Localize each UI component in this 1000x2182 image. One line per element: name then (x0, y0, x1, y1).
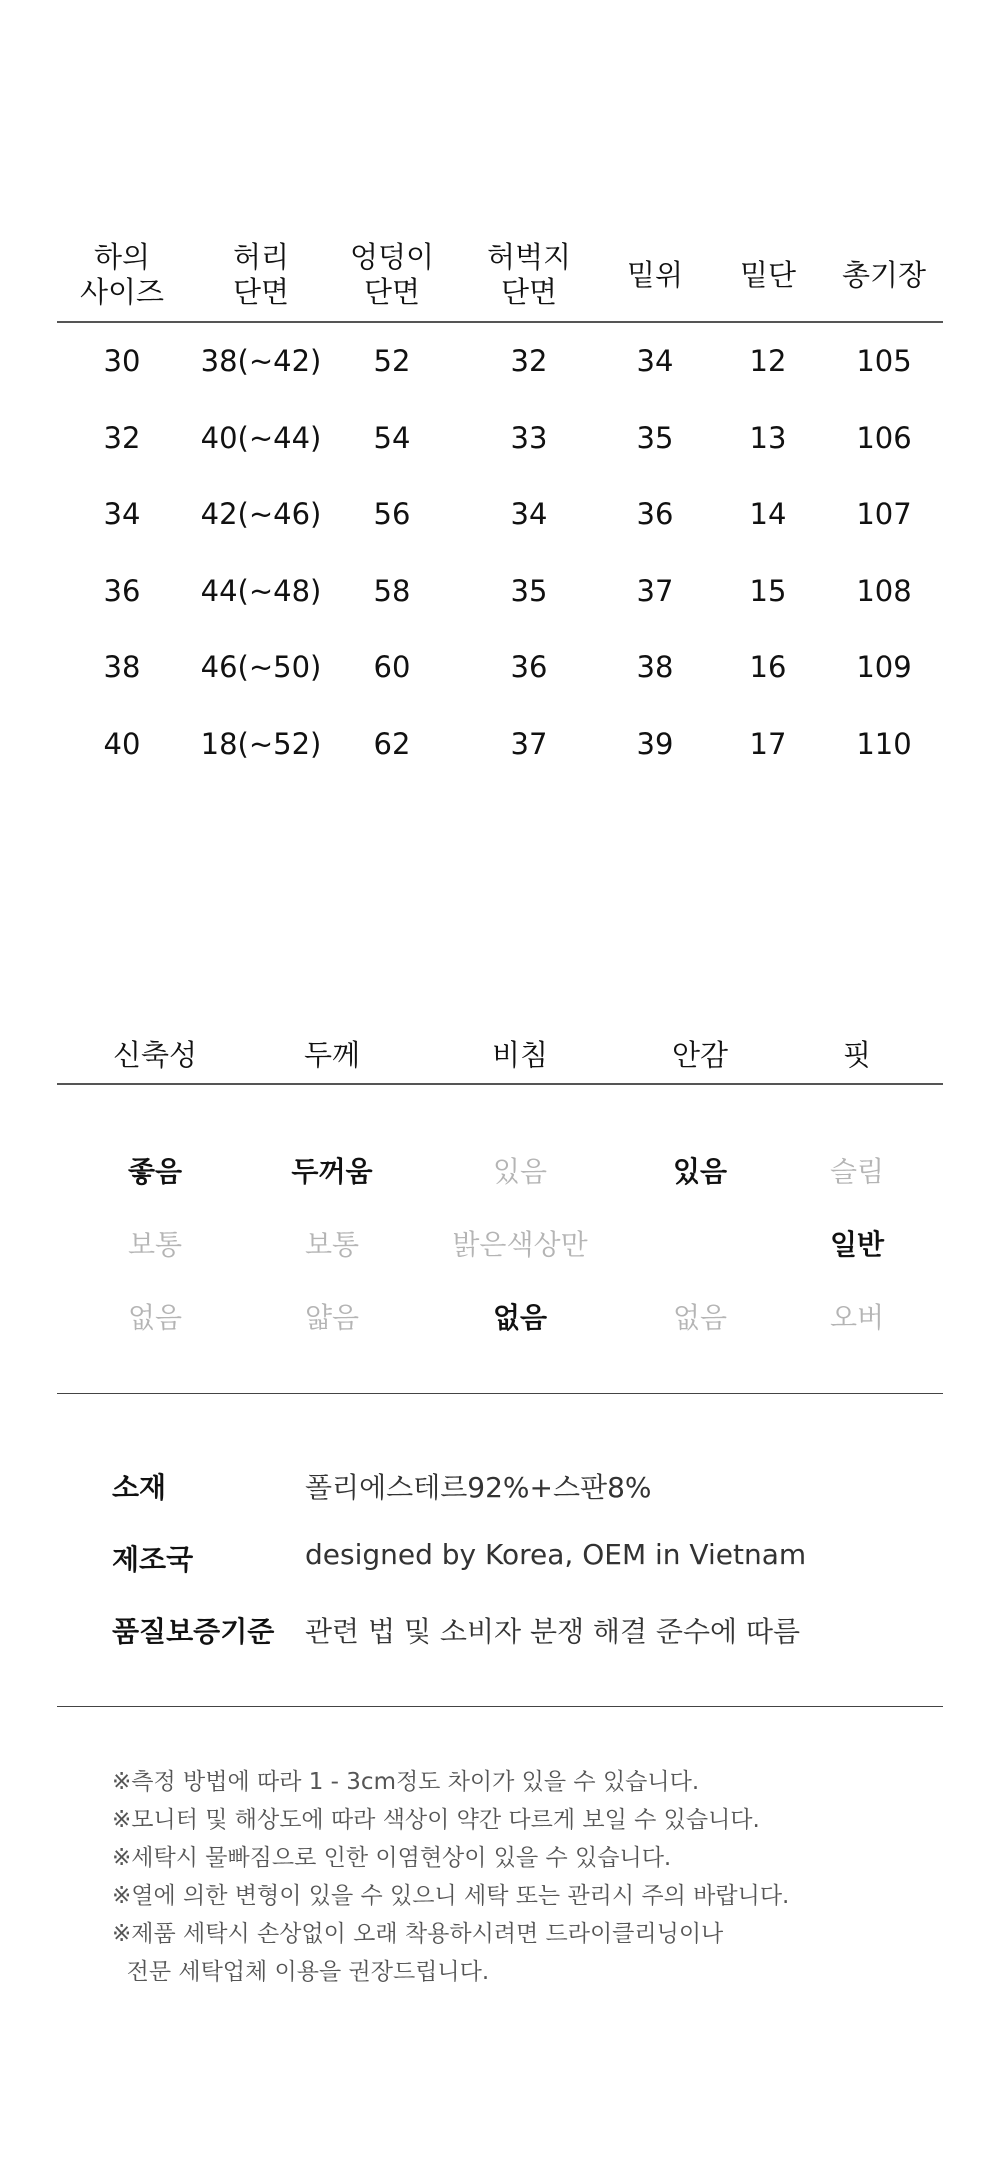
info-value-country: designed by Korea, OEM in Vietnam (305, 1538, 807, 1571)
note-line: ※제품 세탁시 손상없이 오래 착용하시려면 드라이클리닝이나 (112, 1921, 724, 1947)
section-divider (57, 1706, 943, 1707)
header-thigh (487, 240, 571, 310)
attribute-option: 얇음 (304, 1301, 360, 1334)
attribute-header: 비침 (491, 1038, 549, 1072)
table-cell: 12 (749, 344, 787, 378)
table-cell: 46(~50) (200, 650, 322, 684)
table-cell: 35 (636, 420, 674, 455)
table-cell: 34 (636, 344, 674, 378)
attribute-divider (57, 1083, 943, 1085)
section-divider (57, 1393, 943, 1394)
table-cell: 34 (510, 497, 548, 531)
header-hem (740, 258, 796, 293)
table-cell: 33 (510, 420, 548, 455)
info-label-country: 제조국 (112, 1543, 194, 1576)
attribute-option: 있음 (492, 1155, 548, 1188)
table-cell: 34 (103, 497, 141, 531)
attribute-option: 밝은색상만 (452, 1228, 588, 1261)
attribute-header: 두께 (303, 1038, 361, 1072)
header-waist (233, 240, 289, 310)
table-cell: 54 (373, 420, 411, 455)
header-line: 총기장 (841, 258, 927, 292)
info-value-warranty: 관련 법 및 소비자 분쟁 해결 준수에 따름 (305, 1615, 801, 1648)
header-line: 단면 (232, 275, 290, 309)
care-notes (112, 1763, 789, 1991)
table-cell: 109 (856, 650, 912, 684)
table-cell: 110 (856, 726, 912, 761)
header-line: 사이즈 (79, 275, 165, 309)
table-cell: 32 (510, 344, 548, 378)
table-cell: 60 (373, 650, 411, 684)
table-cell: 14 (749, 497, 787, 531)
table-cell: 40 (103, 726, 141, 761)
attribute-option: 보통 (127, 1228, 183, 1261)
header-rise (627, 258, 683, 293)
table-cell: 37 (510, 726, 548, 761)
attribute-option-selected: 있음 (672, 1155, 728, 1188)
table-cell: 42(~46) (200, 497, 322, 531)
table-cell: 38 (103, 650, 141, 684)
table-cell: 36 (510, 650, 548, 684)
table-cell: 107 (856, 497, 912, 531)
table-cell: 38(~42) (200, 344, 322, 378)
table-cell: 36 (636, 497, 674, 531)
attribute-header: 신축성 (112, 1038, 198, 1072)
note-line: ※세탁시 물빠짐으로 인한 이염현상이 있을 수 있습니다. (112, 1845, 672, 1871)
header-line: 단면 (363, 275, 421, 309)
attribute-option-selected: 좋음 (127, 1155, 183, 1188)
note-line: ※측정 방법에 따라 1 - 3cm정도 차이가 있을 수 있습니다. (112, 1769, 700, 1795)
header-line: 허리 (232, 240, 290, 274)
table-cell: 108 (856, 573, 912, 608)
table-cell: 56 (373, 497, 411, 531)
header-bottom-size (80, 240, 164, 310)
table-cell: 13 (749, 420, 787, 455)
attribute-option: 슬림 (829, 1155, 885, 1188)
note-line: ※모니터 및 해상도에 따라 색상이 약간 다르게 보일 수 있습니다. (112, 1807, 760, 1833)
header-line: 단면 (500, 275, 558, 309)
table-cell: 38 (636, 650, 674, 684)
header-hip (350, 240, 434, 310)
attribute-option-selected: 없음 (492, 1301, 548, 1334)
header-total-length (842, 258, 926, 293)
header-line: 밑위 (626, 258, 684, 292)
table-divider (57, 321, 943, 323)
attribute-option: 없음 (672, 1301, 728, 1334)
info-value-material: 폴리에스테르92%+스판8% (305, 1471, 652, 1504)
table-cell: 35 (510, 573, 548, 608)
attribute-option-selected: 두꺼움 (291, 1155, 373, 1188)
table-cell: 62 (373, 726, 411, 761)
table-cell: 32 (103, 420, 141, 455)
attribute-option: 오버 (829, 1301, 885, 1334)
attribute-option: 없음 (127, 1301, 183, 1334)
table-cell: 106 (856, 420, 912, 455)
table-cell: 58 (373, 573, 411, 608)
table-cell: 40(~44) (200, 420, 322, 455)
table-cell: 39 (636, 726, 674, 761)
table-cell: 44(~48) (200, 573, 322, 608)
table-cell: 18(~52) (200, 726, 322, 761)
info-label-material: 소재 (112, 1471, 167, 1504)
table-cell: 16 (749, 650, 787, 684)
table-cell: 30 (103, 344, 141, 378)
note-line: ※열에 의한 변형이 있을 수 있으니 세탁 또는 관리시 주의 바랍니다. (112, 1883, 790, 1909)
attribute-option-selected: 일반 (829, 1228, 885, 1261)
table-cell: 52 (373, 344, 411, 378)
attribute-header: 핏 (842, 1038, 872, 1072)
attribute-option: 보통 (304, 1228, 360, 1261)
header-line: 허벅지 (486, 240, 572, 274)
info-label-warranty: 품질보증기준 (112, 1615, 275, 1648)
table-cell: 105 (856, 344, 912, 378)
table-cell: 17 (749, 726, 787, 761)
table-cell: 36 (103, 573, 141, 608)
header-line: 엉덩이 (349, 240, 435, 274)
table-cell: 15 (749, 573, 787, 608)
header-line: 하의 (93, 240, 151, 274)
note-line: 전문 세탁업체 이용을 권장드립니다. (112, 1959, 490, 1985)
header-line: 밑단 (739, 258, 797, 292)
attribute-header: 안감 (671, 1038, 729, 1072)
table-cell: 37 (636, 573, 674, 608)
